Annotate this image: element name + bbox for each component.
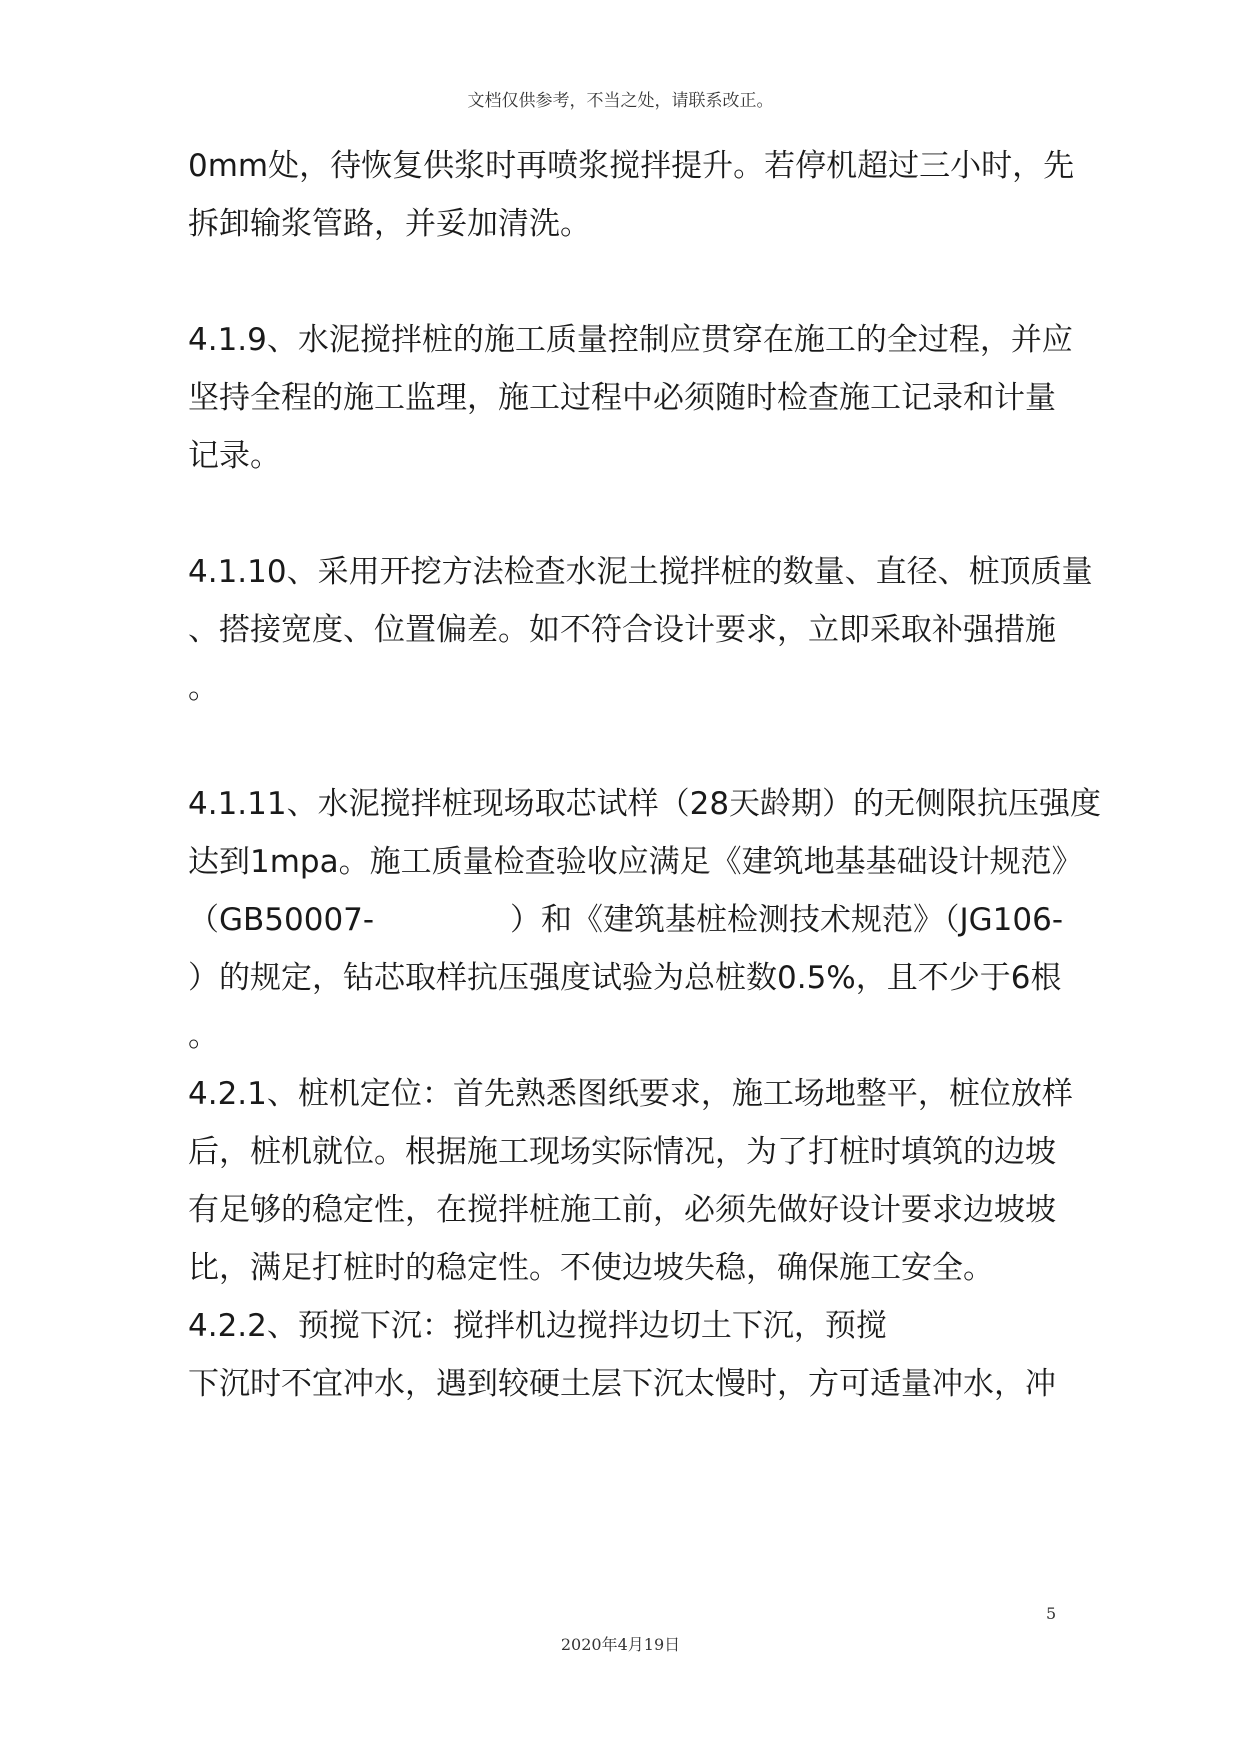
paragraph-line: 有足够的稳定性，在搅拌桩施工前，必须先做好设计要求边坡坡 [188,1192,1056,1228]
paragraph-line: 达到1mpa。施工质量检查验收应满足《建筑地基基础设计规范》 [188,844,1083,880]
paragraph-line: 4.1.11、水泥搅拌桩现场取芯试样（28天龄期）的无侧限抗压强度 [188,786,1102,822]
footer-date: 2020年4月19日 [560,1635,681,1654]
paragraph-line: 4.1.9、水泥搅拌桩的施工质量控制应贯穿在施工的全过程，并应 [188,322,1073,358]
paragraph-line: 4.2.1、桩机定位：首先熟悉图纸要求，施工场地整平，桩位放样 [188,1076,1073,1112]
paragraph-line: 拆卸输浆管路，并妥加清洗。 [188,206,591,242]
page-header-note: 文档仅供参考，不当之处，请联系改正。 [467,91,774,111]
paragraph-line: （GB50007- [188,902,375,938]
paragraph-line: 比，满足打桩时的稳定性。不使边坡失稳，确保施工安全。 [188,1250,994,1286]
paragraph-line: 。 [188,670,219,706]
paragraph-line: 后，桩机就位。根据施工现场实际情况，为了打桩时填筑的边坡 [188,1134,1056,1170]
paragraph-line: 4.1.10、采用开挖方法检查水泥土搅拌桩的数量、直径、桩顶质量 [188,554,1093,590]
paragraph-line: 4.2.2、预搅下沉：搅拌机边搅拌边切土下沉，预搅 [188,1308,887,1344]
page-number: 5 [1046,1604,1057,1623]
paragraph-line: ）和《建筑基桩检测技术规范》（JG106- [510,902,1064,938]
paragraph-line: ）的规定，钻芯取样抗压强度试验为总桩数0.5%，且不少于6根 [188,960,1062,996]
paragraph-line: 坚持全程的施工监理，施工过程中必须随时检查施工记录和计量 [188,380,1056,416]
paragraph-line: 下沉时不宜冲水，遇到较硬土层下沉太慢时，方可适量冲水，冲 [188,1366,1056,1402]
paragraph-line: 记录。 [188,438,281,474]
paragraph-line: 。 [188,1018,219,1054]
paragraph-line: 0mm处，待恢复供浆时再喷浆搅拌提升。若停机超过三小时，先 [188,148,1075,184]
paragraph-line: 、搭接宽度、位置偏差。如不符合设计要求，立即采取补强措施 [188,612,1056,648]
